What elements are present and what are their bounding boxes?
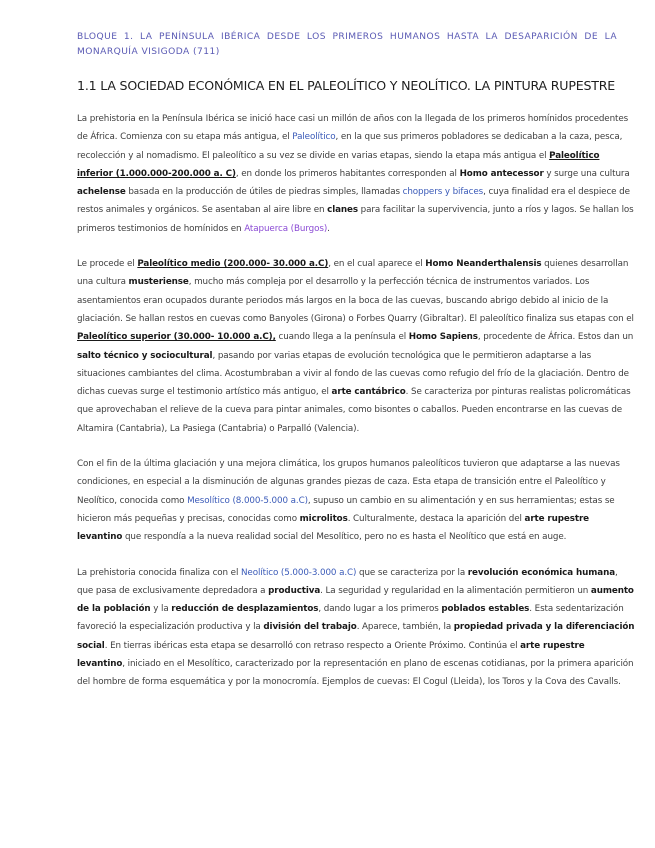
term-arte-cantabrico: arte cantábrico [331,387,406,398]
term-musteriense: musteriense [128,277,189,288]
section-title: 1.1 LA SOCIEDAD ECONÓMICA EN EL PALEOLÍTICO Y NEOLÍTICO. LA PINTURA RUPESTRE [77,78,616,93]
text: , en donde los primeros habitantes corresponden al [235,168,460,179]
text: . En tierras ibéricas esta etapa se desarrolló con retraso respecto a Oriente Próximo. Continúa el [104,640,521,651]
text: que respondía a la nueva realidad social del Mesolítico, pero no es hasta el Neolítico que está en auge. [122,532,567,543]
text: , dando lugar a los primeros [318,604,442,615]
paragraph-paleolithic-middle-upper [77,255,635,438]
text: , procedente de África. Estos dan un [477,332,634,343]
text: , cuya finalidad era el despiece de restos animales y orgánicos. Se asentaban al aire libre en [77,187,630,216]
text: La prehistoria conocida finaliza con el [77,567,241,578]
text: , mucho más compleja por el desarrollo y la perfección técnica de instrumentos variados. Los asentamientos eran ocupados durante periodos más largos en la boca de las cuevas, buscando abrigo debido al inicio de la glaciación. Se hallan restos en cuevas como Banyoles (Girona) o Forbes Quarry (Gibraltar). El paleolítico finaliza sus etapas con el [77,277,634,324]
link-atapuerca[interactable]: Atapuerca (Burgos) [244,223,328,234]
text: basada en la producción de útiles de piedras simples, llamadas [125,187,403,198]
paragraph-mesolithic [77,455,635,546]
term-aumento-poblacion: aumento de la población [77,585,634,615]
text: , pasando por varias etapas de evolución tecnológica que le permitieron adaptarse a las situaciones cambiantes del clima. Acostumbraban a vivir al fondo de las cuevas como refugio del frío de la glaciación. Dentro de dichas cuevas surge el testimonio artístico más antiguo, el [77,350,629,398]
text: Con el fin de la última glaciación y una mejora climática, los grupos humanos paleolíticos tuvieron que adaptarse a las nuevas condiciones, en especial a la disminución de algunas grandes piezas de caza. Esta etapa de transición entre el Paleolítico y Neolítico, conocida como [77,459,620,506]
text: . Esta sedentarización favoreció la especialización productiva y la [77,604,624,633]
text: y surge una cultura [543,168,630,179]
term-homo-sapiens: Homo Sapiens [408,332,478,343]
paragraph-paleolithic-intro [77,110,635,238]
term-paleolitico-inferior: Paleolítico inferior (1.000.000-200.000 a. C) [77,150,600,179]
link-paleolitico[interactable]: Paleolítico [292,132,336,143]
text: , en la que sus primeros pobladores se dedicaban a la caza, pesca, recolección y al nomadismo. El paleolítico a su vez se divide en varias etapas, siendo la etapa más antigua el [77,132,623,161]
term-propiedad-privada: propiedad privada y la diferenciación social [77,622,635,651]
text: . Aparece, también, la [356,622,454,633]
paragraph-neolithic [77,564,635,692]
text: que se caracteriza por la [356,567,468,578]
text: , en el cual aparece el [328,259,426,270]
text: . Se caracteriza por pinturas realistas policromáticas que aprovechaban el relieve de la cueva para pintar animales, como bisontes o caballos. Pueden encontrarse en las cuevas de Altamira (Cantabria), La Pasiega (Cantabria) o Parpalló (Valencia). [77,387,631,434]
term-division-trabajo: división del trabajo [263,622,357,633]
text: cuando llega a la península el [275,332,409,343]
text: Le procede el [77,259,138,270]
term-reduccion-desplazamientos: reducción de desplazamientos [171,604,319,615]
link-neolitico[interactable]: Neolítico (5.000-3.000 a.C) [240,567,357,578]
text: , que pasa de exclusivamente depredadora a [77,567,618,596]
term-clanes: clanes [327,205,358,216]
text: . La seguridad y regularidad en la alimentación permitieron un [320,585,591,596]
term-arte-rupestre-levantino: arte rupestre levantino [77,513,589,543]
term-homo-neanderthalensis: Homo Neanderthalensis [425,259,542,270]
term-paleolitico-medio: Paleolítico medio (200.000- 30.000 a.C) [137,259,329,270]
text: , iniciado en el Mesolítico, caracterizado por la representación en plano de escenas cotidianas, por la primera aparición del hombre de forma esquemática y por la monocromía. Ejemplos de cuevas: El Cogul (Lleida), los Toros y la Cova des Cavalls. [77,659,634,688]
term-achelense: achelense [77,187,126,198]
term-salto-tecnico: salto técnico y sociocultural [77,350,213,361]
text: y la [150,604,172,615]
term-microlitos: microlitos [299,513,348,524]
term-revolucion-economica: revolución económica humana [467,567,616,578]
term-poblados-estables: poblados estables [441,604,530,615]
text: quienes desarrollan una cultura [77,259,629,288]
text: , supuso un cambio en su alimentación y en sus herramientas; estas se hicieron más pequeñas y precisas, conocidas como [77,495,615,524]
term-homo-antecessor: Homo antecessor [459,168,544,179]
block-title: BLOQUE 1. LA PENÍNSULA IBÉRICA DESDE LOS PRIMEROS HUMANOS HASTA LA DESAPARICIÓN DE LA MONARQUÍA VISIGODA (711) [77,32,617,57]
text: para facilitar la supervivencia, junto a ríos y lagos. Se hallan los primeros testimonios de homínidos en [77,205,634,234]
text: . [327,223,330,234]
link-choppers-bifaces[interactable]: choppers y bifaces [402,187,484,198]
term-paleolitico-superior: Paleolítico superior (30.000- 10.000 a.C), [77,332,276,343]
term-productiva: productiva [268,585,321,596]
text: La prehistoria en la Península Ibérica se inició hace casi un millón de años con la llegada de los primeros homínidos procedentes de África. Comienza con su etapa más antigua, el [77,114,629,143]
link-mesolitico[interactable]: Mesolítico (8.000-5.000 a.C) [187,495,308,506]
term-arte-rupestre-levantino-2: arte rupestre levantino [77,640,585,670]
text: . Culturalmente, destaca la aparición del [347,513,525,524]
